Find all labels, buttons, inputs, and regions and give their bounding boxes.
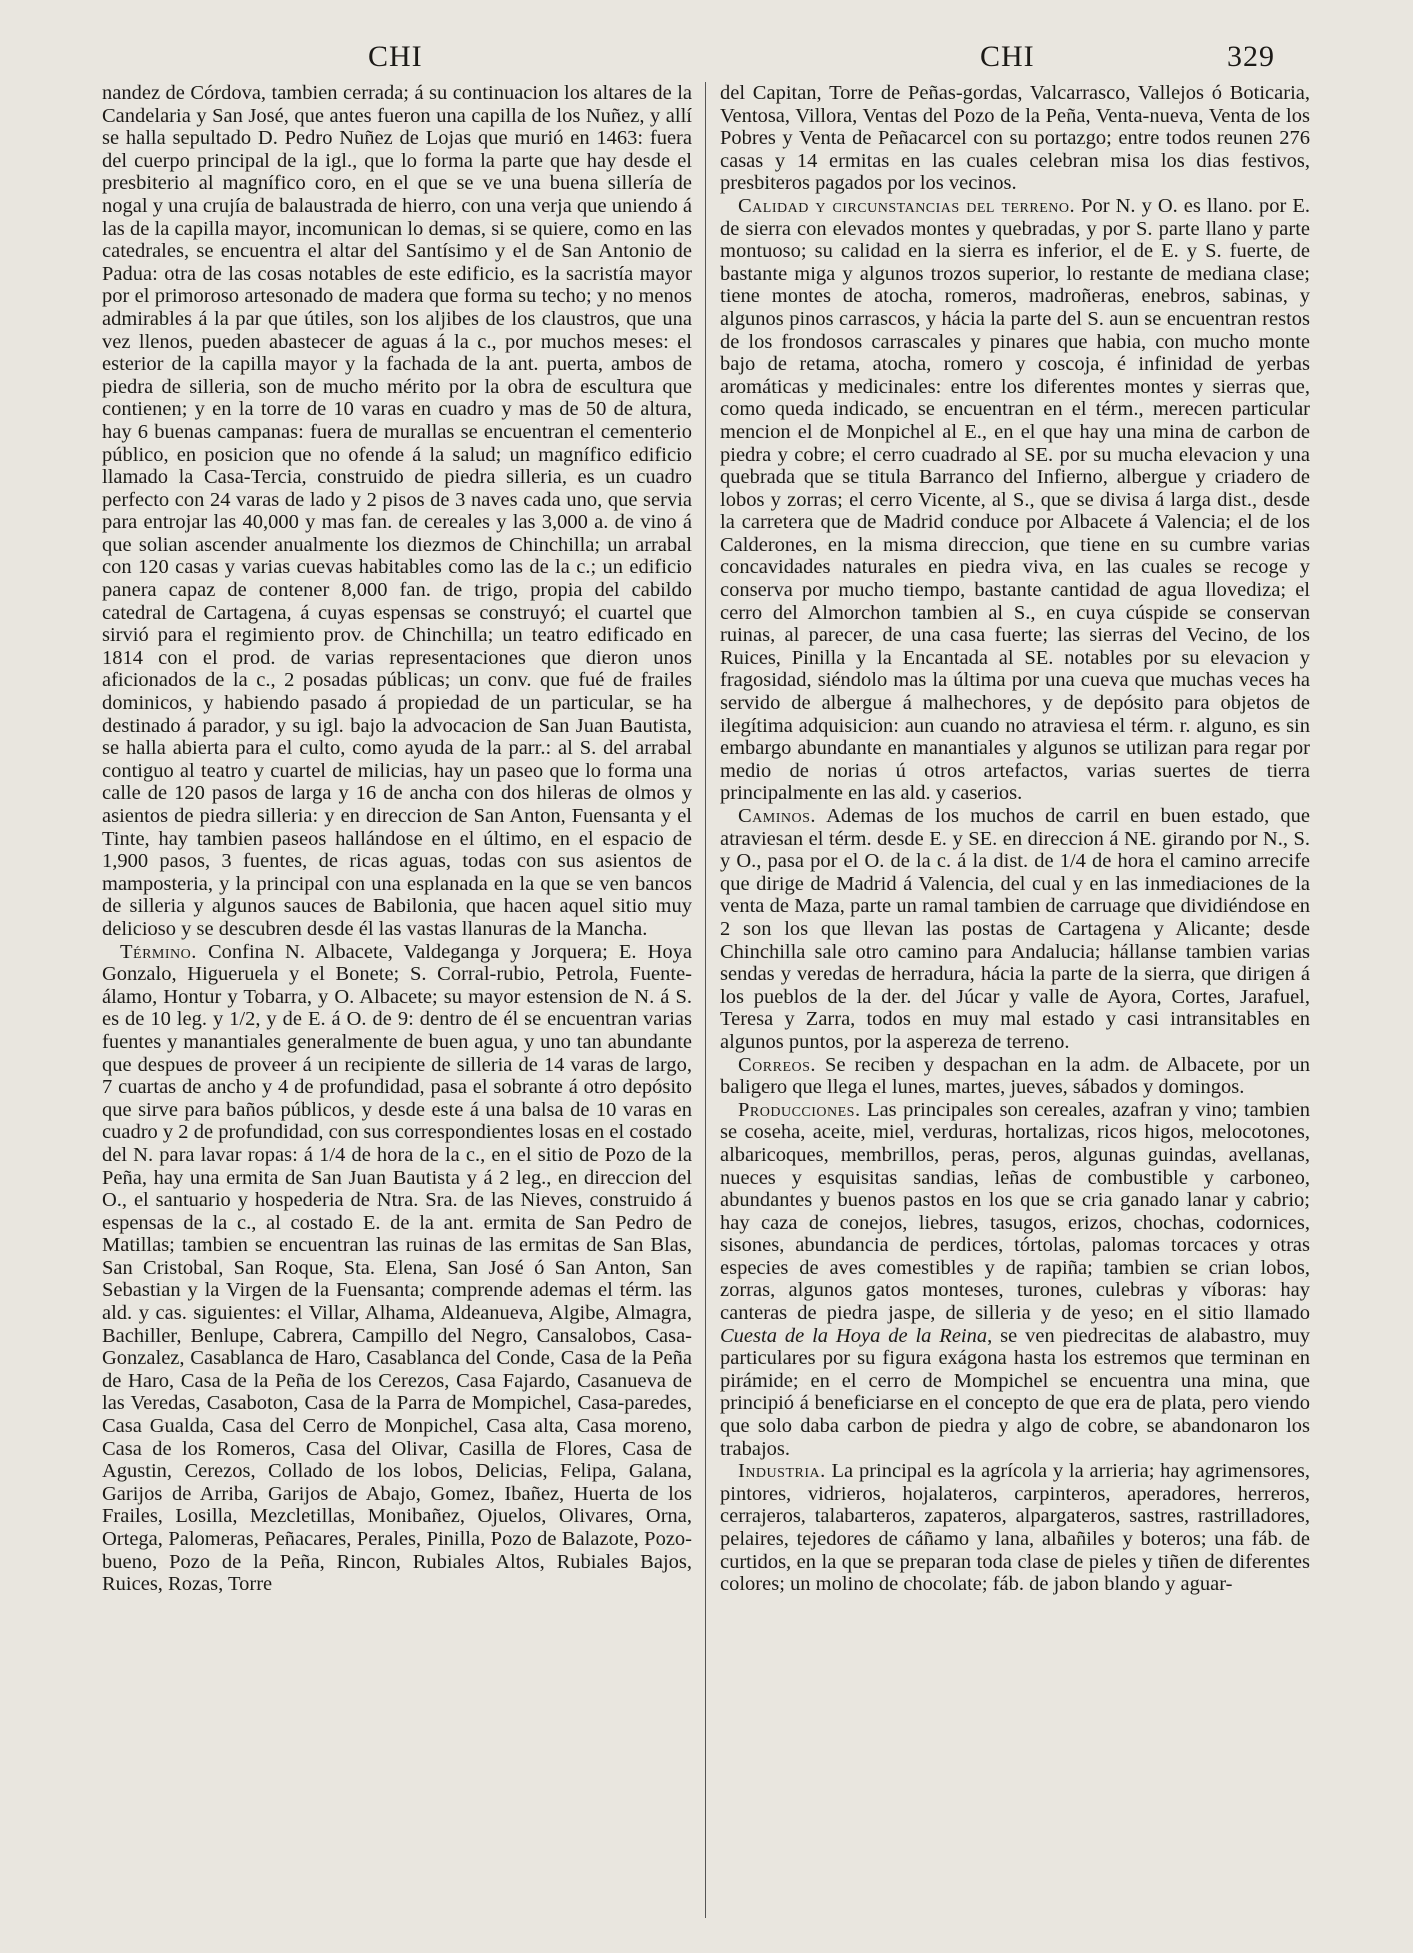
section-text-producciones-b: , se ven piedrecitas de alabastro, muy particulares por su figura exágona hasta los estremos que terminan en pirámide; en el cerro de Mompichel se encuentra una mina, que principió á beneficiarse en el concepto de que era de plata, pero viendo que solo daba carbon de piedra y algo de cobre, se abandonaron los trabajos.: [720, 1324, 1310, 1460]
place-name-italic: Cuesta de la Hoya de la Reina: [720, 1324, 988, 1347]
section-text-caminos: Ademas de los muchos de carril en buen estado, que atraviesan el térm. desde E. y SE. en direccion á NE. girando por N., S. y O., pasa por el O. de la c. á la dist. de 1/4 de hora el camino arrecife que dirige de Madrid á Valencia, del cual y en las inmediaciones de la venta de Maza, parte un ramal tambien de carruage que dividiéndose en 2 son los que llevan las postas de Cartagena y Alicante; desde Chinchilla sale otro camino para Andalucia; hállanse tambien varias sendas y veredas de herradura, hácia la parte de la sierra, que dirigen á los pueblos de la der. del Júcar y valle de Ayora, Cortes, Jarafuel, Teresa y Zarra, todos en muy mal estado y casi intransitables en algunos puntos, por la aspereza de terreno.: [720, 805, 1310, 1053]
paragraph-continuation: nandez de Córdova, tambien cerrada; á su continuacion los altares de la Candelaria y San José, que antes fueron una capilla de los Nuñez, y allí se halla sepultado D. Pedro Nuñez de Lojas que murió en 1463: fuera del cuerpo principal de la igl., que lo forma la parte que hay desde el presbiterio al magnífico coro, en el que se ve una buena sillería de nogal y una crujía de balaustrada de hierro, con una verja que uniendo á las de la capilla mayor, incomunican lo demas, si se quiere, como en las catedrales, se encuentra el altar del Santísimo y el de San Antonio de Padua: otra de las cosas notables de este edificio, es la sacristía mayor por el primoroso artesonado de madera que forma su techo; y no menos admirables á la par que útiles, son los aljibes de los claustros, que una vez llenos, pueden abastecer de aguas á la c., por muchos meses: el esterior de la capilla mayor y la fachada de la ant. puerta, ambos de piedra de silleria, son de mucho mérito por la obra de escultura que contienen; y en la torre de 10 varas en cuadro y mas de 50 de altura, hay 6 buenas campanas: fuera de murallas se encuentran el cementerio público, en posicion que no ofende á la salud; un magnífico edificio llamado la Casa-Tercia, construido de piedra silleria, es un cuadro perfecto con 24 varas de lado y 2 pisos de 3 naves cada uno, que servia para entrojar las 40,000 y mas fan. de cereales y las 3,000 a. de vino á que solian ascender anualmente los diezmos de Chinchilla; un arrabal con 120 casas y varias cuevas habitables como las de la c.; un edificio panera capaz de contener 8,000 fan. de trigo, propia del cabildo catedral de Cartagena, á cuyas espensas se construyó; el cuartel que sirvió para el regimiento prov. de Chinchilla; un teatro edificado en 1814 con el prod. de varias representaciones que dieron unos aficionados de la c., 2 posadas públicas; un conv. que fué de frailes dominicos, y habiendo pasado á propiedad de un particular, se ha destinado á parador, y su igl. bajo la advocacion de San Juan Bautista, se halla abierta para el culto, como ayuda de la parr.: al S. del arrabal contiguo al teatro y cuartel de milicias, hay un paseo que lo forma una calle de 120 pasos de larga y 16 de ancha con dos hileras de olmos y asientos de piedra silleria: y en direccion de San Anton, Fuensanta y el Tinte, hay tambien paseos hallándose en el último, en el espacio de 1,900 pasos, 3 fuentes, de ricas aguas, todas con sus asientos de mamposteria, y la principal con una esplanada en la que se ven bancos de silleria y algunos sauces de Babilonia, que hacen aquel sitio muy delicioso y se descubren desde él las vastas llanuras de la Mancha.: [102, 82, 692, 940]
paragraph-industria: [720, 1460, 1310, 1596]
section-label-industria: Industria.: [738, 1460, 826, 1483]
paragraph-termino: [102, 941, 692, 1596]
paragraph-correos: [720, 1054, 1310, 1099]
right-column: [720, 82, 1310, 1922]
section-text-industria: La principal es la agrícola y la arrieria; hay agrimensores, pintores, vidrieros, hojalateros, carpinteros, aperadores, herreros, cerrajeros, talabarteros, zapateros, alpargateros, sastres, rastrilladores, pelaires, tejedores de cáñamo y lana, albañiles y boteros; una fáb. de curtidos, en la que se preparan toda clase de pieles y tiñen de diferentes colores; un molino de chocolate; fáb. de jabon blando y aguar-: [720, 1460, 1310, 1596]
paragraph-producciones: [720, 1099, 1310, 1461]
section-label-caminos: Caminos.: [738, 805, 817, 827]
section-text-correos: Se reciben y despachan en la adm. de Albacete, por un baligero que llega el lunes, martes, jueves, sábados y domingos.: [720, 1053, 1310, 1099]
section-label-calidad: Calidad y circunstancias del terreno.: [738, 194, 1076, 217]
paragraph-calidad: [720, 195, 1310, 805]
paragraph-continuation-right: del Capitan, Torre de Peñas-gordas, Valcarrasco, Vallejos ó Boticaria, Ventosa, Villora, Ventas del Pozo de la Peña, Venta-nueva, Venta de los Pobres y Venta de Peñacarcel con su portazgo; entre todos reunen 276 casas y 14 ermitas en las cuales celebran misa los dias festivos, presbiteros pagados por los vecinos.: [720, 82, 1310, 195]
section-label-termino: Término.: [120, 940, 197, 963]
running-head-left: CHI: [368, 40, 423, 73]
section-label-correos: Correos.: [738, 1053, 817, 1076]
page-header: [0, 40, 1413, 84]
section-label-producciones: Producciones.: [738, 1098, 861, 1121]
column-divider: [705, 82, 706, 1918]
page-number: 329: [1227, 40, 1275, 73]
left-column: [102, 82, 692, 1922]
section-text-producciones-a: Las principales son cereales, azafran y vino; tambien se coseha, aceite, miel, verduras, hortalizas, ricos higos, melocotones, albaricoques, membrillos, peras, peros, algunas guindas, avellanas, nueces y esquisitas sandias, leñas de combustible y carboneo, abundantes y buenos pastos en los que se cria ganado lanar y cabrio; hay caza de conejos, liebres, tasugos, erizos, chochas, codornices, sisones, abundancia de perdices, tórtolas, palomas torcaces y otras especies de aves comestibles y de rapiña; tambien se crian lobos, zorras, algunos gatos monteses, turones, culebras y víboras: hay canteras de piedra jaspe, de silleria y de yeso; en el sitio llamado: [720, 1098, 1310, 1325]
running-head-right: CHI: [980, 40, 1035, 73]
section-text-termino: Confina N. Albacete, Valdeganga y Jorquera; E. Hoya Gonzalo, Higueruela y el Bonete; S. Corral-rubio, Petrola, Fuente-álamo, Hontur y Tobarra, y O. Albacete; su mayor estension de N. á S. es de 10 leg. y 1/2, y de E. á O. de 9: dentro de él se encuentran varias fuentes y manantiales generalmente de buen agua, y uno tan abundante que despues de proveer á un recipiente de silleria de 14 varas de largo, 7 cuartas de ancho y 4 de profundidad, pasa el sobrante á otro depósito que sirve para baños públicos, y desde este á una balsa de 10 varas en cuadro y 2 de profundidad, con sus correspondientes losas en el costado del N. para lavar ropas: á 1/4 de hora de la c., en el sitio de Pozo de la Peña, hay una ermita de San Juan Bautista y á 2 leg., en direccion del O., el santuario y hospederia de Ntra. Sra. de las Nieves, construido á espensas de la c., al costado E. de la ant. ermita de San Pedro de Matillas; tambien se encuentran las ruinas de las ermitas de San Blas, San Cristobal, San Roque, Sta. Elena, San José ó San Anton, San Sebastian y la Virgen de la Fuensanta; comprende ademas el térm. las ald. y cas. siguientes: el Villar, Alhama, Aldeanueva, Algibe, Almagra, Bachiller, Benlupe, Cabrera, Campillo del Negro, Cansalobos, Casa-Gonzalez, Casablanca de Haro, Casablanca del Conde, Casa de la Peña de Haro, Casa de la Peña de los Cerezos, Casa Fajardo, Casanueva de las Veredas, Casaboton, Casa de la Parra de Mompichel, Casa-paredes, Casa Gualda, Casa del Cerro de Monpichel, Casa alta, Casa moreno, Casa de los Romeros, Casa del Olivar, Casilla de Flores, Casa de Agustin, Cerezos, Collado de los lobos, Delicias, Felipa, Galana, Garijos de Arriba, Garijos de Abajo, Gomez, Ibañez, Huerta de los Frailes, Losilla, Mezcletillas, Monibañez, Ojuelos, Olivares, Orna, Ortega, Palomeras, Peñacares, Perales, Pinilla, Pozo de Balazote, Pozo-bueno, Pozo de la Peña, Rincon, Rubiales Altos, Rubiales Bajos, Ruices, Rozas, Torre: [102, 940, 692, 1596]
paragraph-caminos: [720, 805, 1310, 1054]
section-text-calidad: Por N. y O. es llano. por E. de sierra con elevados montes y quebradas, y por S. parte llano y parte montuoso; su calidad en la sierra es inferior, el de E. y S. fuerte, de bastante miga y algunos trozos superior, lo restante de mediana clase; tiene montes de atocha, romeros, madroñeras, enebros, sabinas, y algunos pinos carrascos, y hácia la parte del S. aun se encuentran restos de los frondosos carrascales y pinares que habia, con mucho monte bajo de retama, atocha, romero y coscoja, é infinidad de yerbas aromáticas y medicinales: entre los diferentes montes y sierras que, como queda indicado, se encuentran en el térm., merecen particular mencion el de Monpichel al E., en el que hay una mina de carbon de piedra y cobre; el cerro cuadrado al SE. por su mucha elevacion y una quebrada que se titula Barranco del Infierno, albergue y criadero de lobos y zorras; el cerro Vicente, al S., que se divisa á larga dist., desde la carretera que de Madrid conduce por Albacete á Valencia; el de los Calderones, en la misma direccion, que tiene en su cumbre varias concavidades naturales en piedra viva, en las cuales se recoge y conserva por mucho tiempo, bastante cantidad de agua llovediza; el cerro del Almorchon tambien al S., en cuya cúspide se conservan ruinas, al parecer, de una casa fuerte; las sierras del Vecino, de los Ruices, Pinilla y la Encantada al SE. notables por su elevacion y fragosidad, siéndolo mas la última por una cueva que muchas veces ha servido de albergue á malhechores, y de depósito para objetos de ilegítima adquisicion: aun cuando no atraviesa el térm. r. alguno, es sin embargo abundante en manantiales y algunos se utilizan para regar por medio de norias ú otros artefactos, varias suertes de tierra principalmente en las ald. y caserios.: [720, 194, 1310, 805]
